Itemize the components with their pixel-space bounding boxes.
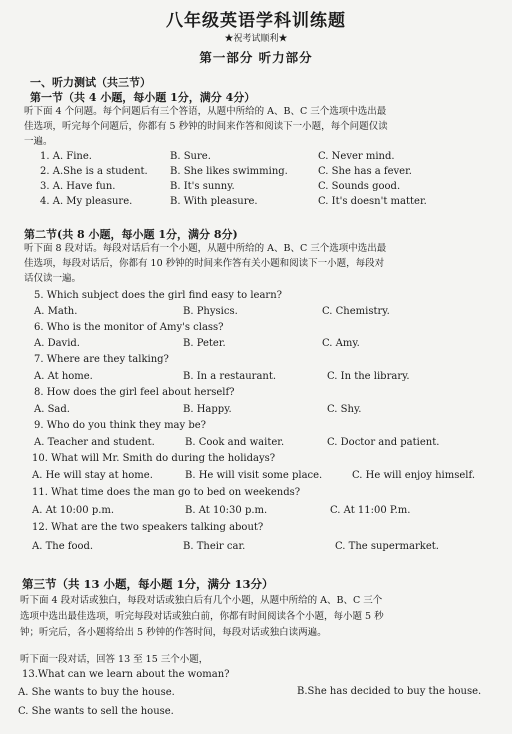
option: B. Their car. <box>183 541 246 552</box>
option: A. He will stay at home. <box>32 470 153 481</box>
option: A. Sad. <box>34 404 70 415</box>
option: B. She likes swimming. <box>170 166 288 177</box>
option: C. Shy. <box>327 404 362 415</box>
instructions: 听下面 4 段对话或独白，每段对话或独白后有几个小题，从题中所给的 A、B、C 三个 选项中选出最佳选项，听完每段对话或独白前，你都有时间阅读各个小题，每小题 5 秒 钟；听完后，各小题将给出 5 秒钟的作答时间，每段对话或独白读两遍。 <box>20 595 384 638</box>
option: C. It's doesn't matter. <box>318 196 427 207</box>
option: C. He will enjoy himself. <box>352 470 476 481</box>
option: C. In the library. <box>327 371 410 382</box>
option: A. At 10:00 p.m. <box>32 505 115 516</box>
section-heading: 一、听力测试（共三节） <box>30 76 151 89</box>
option: B. Cook and waiter. <box>185 437 285 448</box>
question: 11. What time does the man go to bed on weekends? <box>32 487 301 498</box>
question: 7. Where are they talking? <box>34 354 169 365</box>
option: B. Happy. <box>183 404 232 415</box>
option: A. Math. <box>34 306 78 317</box>
page-title: 八年级英语学科训练题 <box>166 11 346 31</box>
option: 3. A. Have fun. <box>40 181 116 192</box>
question: 13.What can we learn about the woman? <box>22 669 230 680</box>
option: 4. A. My pleasure. <box>40 196 133 207</box>
option: 2. A.She is a student. <box>40 166 148 177</box>
option: B. At 10:30 p.m. <box>185 505 268 516</box>
option: A. At home. <box>34 371 93 382</box>
blessing-line: ★祝考试顺利★ <box>224 34 288 44</box>
question: 8. How does the girl feel about herself? <box>34 387 235 398</box>
question: 5. Which subject does the girl find easy to learn? <box>34 290 283 301</box>
lead-text: 听下面一段对话，回答 13 至 15 三个小题， <box>20 654 209 665</box>
option: C. Chemistry. <box>322 306 390 317</box>
question: 9. Who do you think they may be? <box>34 420 207 431</box>
option: C. The supermarket. <box>335 541 439 552</box>
option: A. Teacher and student. <box>34 437 155 448</box>
option: A. The food. <box>32 541 94 552</box>
subsection-heading: 第一节（共 4 小题，每小题 1分，满分 4分） <box>30 91 256 104</box>
option: B. He will visit some place. <box>185 470 323 481</box>
question: 10. What will Mr. Smith do during the holidays? <box>32 453 276 464</box>
option: C. She wants to sell the house. <box>18 706 174 717</box>
option: B. In a restaurant. <box>183 371 277 382</box>
option: C. She has a fever. <box>318 166 412 177</box>
option: A. David. <box>34 338 80 349</box>
option: C. At 11:00 P.m. <box>330 505 411 516</box>
option: B. With pleasure. <box>170 196 258 207</box>
option: B. It's sunny. <box>170 181 235 192</box>
option: C. Sounds good. <box>318 181 401 192</box>
section-heading: 第二节(共 8 小题，每小题 1分，满分 8分) <box>24 228 238 241</box>
question: 6. Who is the monitor of Amy's class? <box>34 322 224 333</box>
option: C. Never mind. <box>318 151 395 162</box>
option: B. Physics. <box>183 306 238 317</box>
option: A. She wants to buy the house. <box>18 687 175 698</box>
section-heading: 第三节（共 13 小题，每小题 1分，满分 13分） <box>22 577 274 591</box>
option: B. Sure. <box>170 151 211 162</box>
part-heading: 第一部分 听力部分 <box>199 50 313 65</box>
option: C. Amy. <box>322 338 360 349</box>
option: B. Peter. <box>183 338 226 349</box>
instructions: 听下面 4 个问题。每个问题后有三个答语，从题中所给的 A、B、C 三个选项中选出最 佳选项，听完每个问题后，你都有 5 秒钟的时间来作答和阅读下一小题，每个问题仅读 一遍。 <box>24 106 388 147</box>
instructions: 听下面 8 段对话。每段对话后有一个小题，从题中所给的 A、B、C 三个选项中选出最 佳选项，每段对话后，你都有 10 秒钟的时间来作答有关小题和阅读下一小题，每段对 话仅读一遍。 <box>24 243 387 284</box>
option: C. Doctor and patient. <box>327 437 440 448</box>
question: 12. What are the two speakers talking about? <box>32 522 264 533</box>
option: B.She has decided to buy the house. <box>297 686 482 697</box>
option: 1. A. Fine. <box>40 151 92 162</box>
